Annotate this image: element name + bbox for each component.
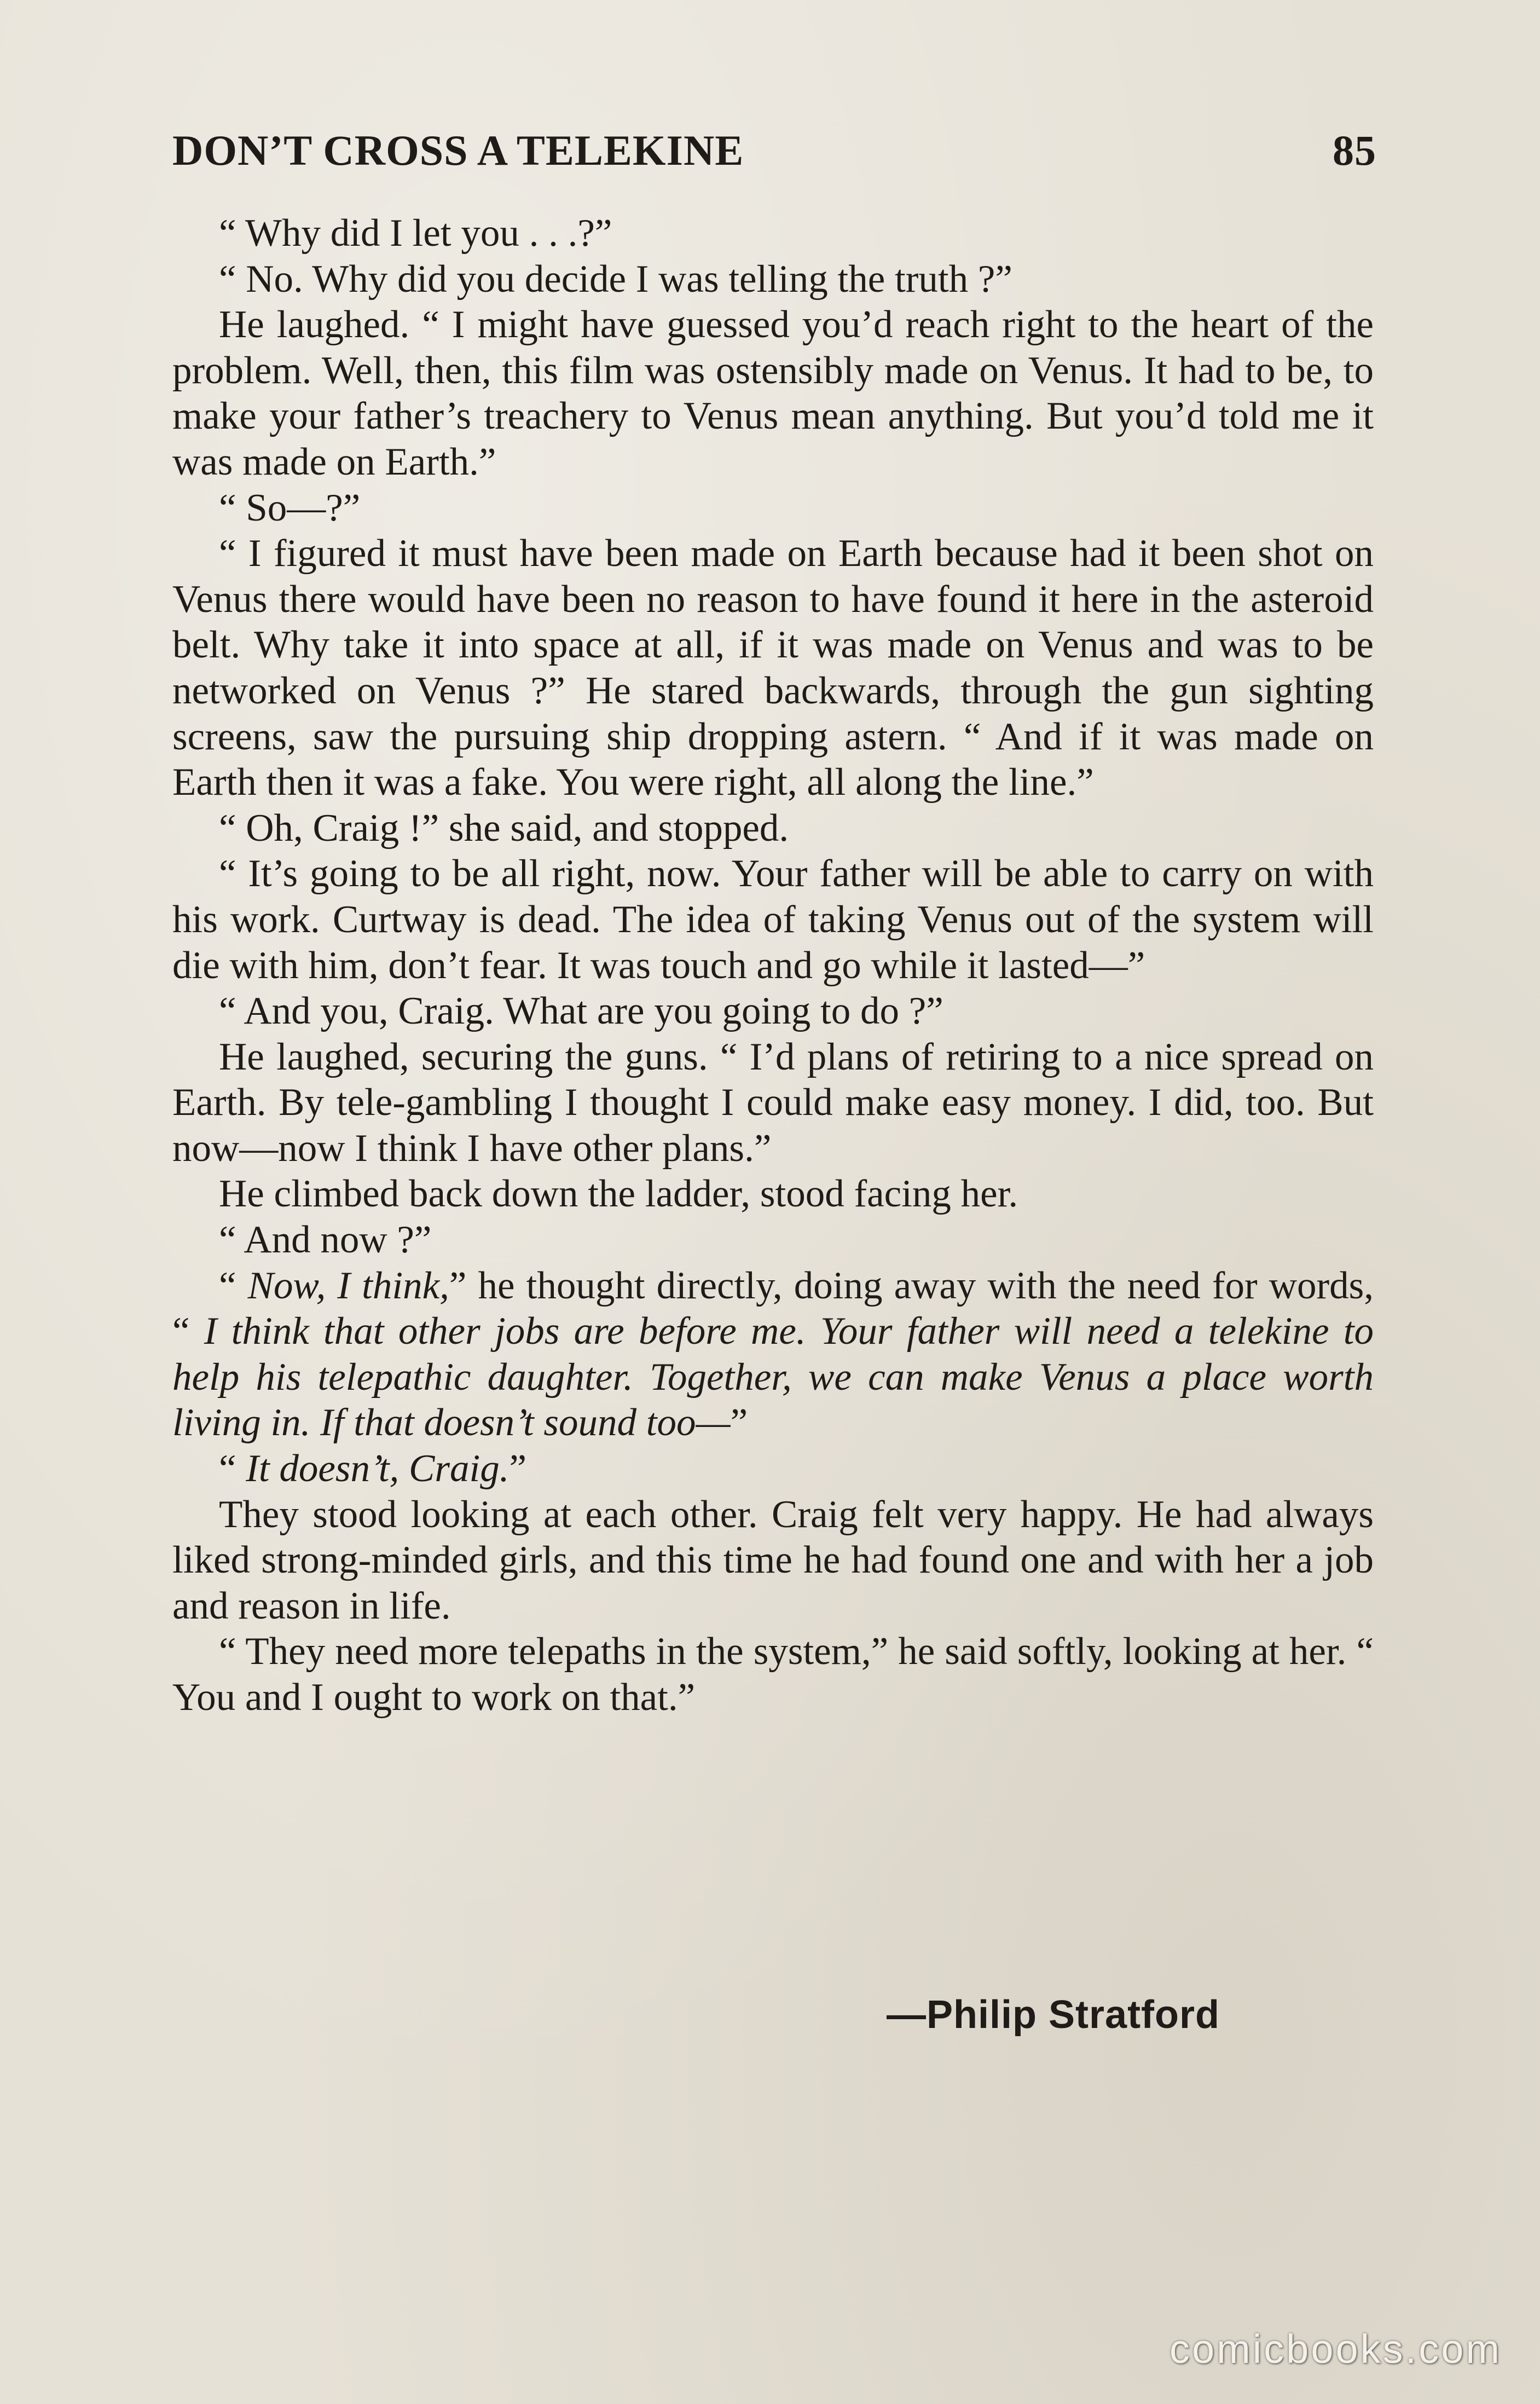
story-paragraph [172,1035,1374,1172]
text-run: “ And now ?” [219,1218,432,1262]
story-paragraph [172,1492,1374,1629]
text-run: “ They need more telepaths in the system,” he said softly, looking at her. “ You and I ought to work on that.” [172,1630,1374,1719]
text-run: ” [509,1447,527,1490]
text-run: “ I figured it must have been made on Earth because had it been shot on Venus there would have been no reason to have found it here in the asteroid belt. Why take it into space at all, if it was made on Venus and was to be networked on Venus ?” He stared backwards, through the gun sighting screens, saw the pursuing ship dropping astern. “ And if it was made on Earth then it was a fake. You were right, all along the line.” [172,532,1374,804]
text-run: “ [219,1264,248,1307]
text-run: “ No. Why did you decide I was telling the truth ?” [219,257,1012,300]
text-run: He laughed, securing the guns. “ I’d plans of retiring to a nice spread on Earth. By tele-gambling I thought I could make easy money. I did, too. But now—now I think I have other plans.” [172,1035,1374,1170]
running-head [172,126,1376,175]
story-paragraph [172,531,1374,806]
text-run: “ [219,1447,246,1490]
text-run: “ Why did I let you . . .?” [219,212,612,255]
story-paragraph [172,851,1374,989]
text-run: “ Oh, Craig !” she said, and stopped. [219,806,789,850]
italic-text-run: It doesn’t, Craig. [246,1447,510,1490]
story-paragraph [172,1217,1374,1263]
story-paragraph [172,806,1374,852]
story-paragraph [172,1263,1374,1446]
text-run: “ So—?” [219,486,361,529]
story-paragraph [172,211,1374,257]
text-run: They stood looking at each other. Craig felt very happy. He had always liked strong-minded girls, and this time he had found one and with her a job and reason in life. [172,1493,1374,1627]
story-paragraph [172,989,1374,1035]
text-run: “ And you, Craig. What are you going to do ?” [219,990,943,1033]
page-number: 85 [1333,126,1376,174]
story-paragraph [172,1171,1374,1217]
text-run: ” he thought directly, doing away with the need for words, “ [172,1264,1374,1353]
author-byline: —Philip Stratford [887,1993,1220,2037]
text-run: “ It’s going to be all right, now. Your father will be able to carry on with his work. Curtway is dead. The idea of taking Venus out of the system will die with him, don’t fear. It was touch and go while it lasted—” [172,852,1374,987]
story-paragraph [172,257,1374,303]
italic-text-run: I think that other jobs are before me. Your father will need a telekine to help his telepathic daughter. Together, we can make Venus a place worth living in. If that doesn’t sound too— [172,1310,1374,1444]
text-run: He laughed. “ I might have guessed you’d reach right to the heart of the problem. Well, then, this film was ostensibly made on Venus. It had to be, to make your father’s treachery to Venus mean anything. But you’d told me it was made on Earth.” [172,303,1374,483]
story-body-text [172,211,1374,1721]
story-paragraph [172,302,1374,485]
running-head-title: DON’T CROSS A TELEKINE [172,126,744,174]
text-run: He climbed back down the ladder, stood facing her. [219,1172,1018,1216]
story-paragraph [172,1446,1374,1492]
italic-text-run: Now, I think, [247,1264,449,1307]
story-paragraph [172,486,1374,531]
story-paragraph [172,1629,1374,1720]
site-watermark: comicbooks.com [1169,2326,1502,2372]
text-run: ” [730,1401,748,1444]
